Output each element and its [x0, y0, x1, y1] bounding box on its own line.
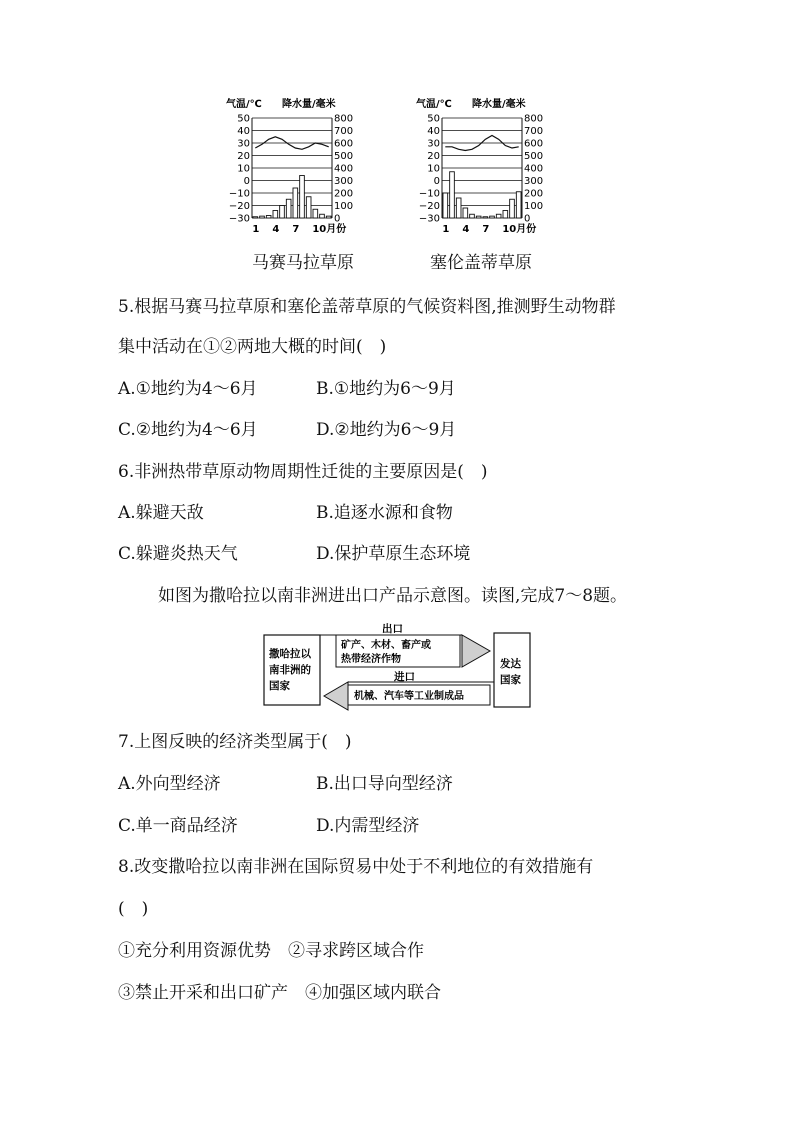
left-tick-label: −20 [228, 201, 250, 212]
left-tick-label: 20 [427, 151, 440, 162]
left-tick-label: −10 [418, 188, 440, 200]
precipitation-bar [490, 216, 495, 218]
y-left-label: 气温/℃ [416, 99, 452, 110]
q5-option-c: C.②地约为4～6月 [118, 420, 258, 440]
sub-saharan-label-2: 南非洲的 [269, 664, 311, 676]
y-right-label: 降水量/毫米 [472, 99, 526, 110]
right-tick-label: 200 [524, 188, 544, 200]
y-right-label: 降水量/毫米 [282, 99, 336, 110]
q5-option-d: D.②地约为6～9月 [316, 420, 457, 440]
left-tick-label: 0 [243, 176, 250, 187]
right-tick-label: 300 [524, 176, 544, 187]
developed-label-2: 国家 [500, 674, 521, 686]
x-tick-label: 7 [482, 224, 490, 235]
q7-option-b: B.出口导向型经济 [316, 774, 453, 794]
precipitation-bar [266, 216, 271, 219]
q5-option-a: A.①地约为4～6月 [118, 379, 258, 399]
export-goods-2: 热带经济作物 [341, 654, 401, 665]
right-tick-label: 0 [524, 213, 531, 225]
precipitation-bar [300, 176, 305, 219]
left-tick-label: −10 [228, 188, 250, 200]
left-tick-labels [419, 114, 440, 225]
q8-stem-line1: 8.改变撒哈拉以南非洲在国际贸易中处于不利地位的有效措施有 [118, 857, 594, 877]
left-tick-label: 30 [427, 138, 440, 150]
precipitation-bar [313, 209, 318, 218]
right-tick-label: 700 [524, 126, 544, 137]
precipitation-bars [253, 176, 331, 219]
sub-saharan-label-1: 撒哈拉以 [269, 648, 311, 660]
import-label: 进口 [394, 671, 415, 683]
precipitation-bar [496, 214, 501, 218]
caption-masai-mara: 马赛马拉草原 [252, 253, 354, 273]
q7-option-a: A.外向型经济 [118, 774, 221, 794]
sub-saharan-label-3: 国家 [269, 680, 290, 692]
q8-stem-line2: ( ) [118, 899, 149, 919]
x-tick-label: 1 [442, 224, 450, 235]
import-goods: 机械、汽车等工业制成品 [354, 691, 464, 702]
developed-box [494, 633, 530, 707]
q5-stem-line2: 集中活动在①②两地大概的时间( ) [118, 337, 387, 357]
caption-serengeti: 塞伦盖蒂草原 [430, 253, 532, 273]
precipitation-bar [463, 208, 468, 218]
q6-option-a: A.躲避天敌 [118, 503, 204, 523]
precipitation-bar [443, 193, 448, 218]
export-goods-1: 矿产、木材、畜产或 [341, 640, 431, 651]
precipitation-bar [253, 217, 258, 218]
x-tick-labels [252, 222, 346, 235]
left-tick-labels [229, 114, 250, 225]
left-tick-label: 10 [237, 163, 250, 175]
q6-stem: 6.非洲热带草原动物周期性迁徙的主要原因是( ) [118, 462, 488, 482]
precipitation-bar [306, 197, 311, 218]
q6-option-d: D.保护草原生态环境 [316, 544, 471, 564]
precipitation-bar [483, 217, 488, 218]
right-tick-label: 600 [524, 138, 544, 150]
trade-flow-diagram [262, 623, 532, 711]
precipitation-bar [470, 214, 475, 218]
q8-options-3-4: ③禁止开采和出口矿产 ④加强区域内联合 [118, 983, 441, 1003]
precipitation-bar [503, 211, 508, 219]
left-tick-label: 50 [427, 113, 440, 125]
right-tick-labels [334, 114, 353, 225]
right-tick-label: 500 [334, 151, 354, 162]
left-tick-label: 0 [433, 176, 440, 187]
right-tick-label: 400 [334, 163, 354, 175]
x-tick-label: 4 [272, 224, 280, 235]
left-tick-label: 20 [237, 151, 250, 162]
precipitation-bar [280, 206, 285, 219]
q5-stem-line1: 5.根据马赛马拉草原和塞伦盖蒂草原的气候资料图,推测野生动物群 [118, 297, 616, 317]
export-arrowhead [462, 635, 490, 667]
y-left-label: 气温/℃ [226, 99, 262, 110]
right-tick-label: 700 [334, 126, 354, 137]
right-tick-label: 400 [524, 163, 544, 175]
left-tick-label: 30 [237, 138, 250, 150]
q6-option-c: C.躲避炎热天气 [118, 544, 238, 564]
developed-label-1: 发达 [500, 658, 521, 670]
x-tick-labels [442, 222, 536, 235]
x-tick-label: 4 [462, 224, 470, 235]
q5-option-b: B.①地约为6～9月 [316, 379, 456, 399]
precipitation-bar [293, 188, 298, 218]
x-tick-label: 7 [292, 224, 300, 235]
left-tick-label: −30 [228, 213, 250, 225]
precipitation-bar [516, 192, 521, 218]
right-tick-label: 600 [334, 138, 354, 150]
left-tick-label: 50 [237, 113, 250, 125]
left-tick-label: 40 [237, 126, 250, 137]
left-tick-label: −30 [418, 213, 440, 225]
precipitation-bar [326, 216, 331, 218]
q6-option-b: B.追逐水源和食物 [316, 503, 453, 523]
right-tick-label: 0 [334, 213, 341, 225]
precipitation-bar [456, 198, 461, 218]
right-tick-label: 800 [334, 113, 354, 125]
right-tick-label: 200 [334, 188, 354, 200]
plot-frame [252, 118, 332, 218]
left-tick-label: −20 [418, 201, 440, 212]
precipitation-bar [273, 211, 278, 219]
q7-option-c: C.单一商品经济 [118, 816, 238, 836]
q7-stem: 7.上图反映的经济类型属于( ) [118, 732, 352, 752]
right-tick-label: 100 [334, 201, 354, 212]
x-tick-label: 10月份 [502, 224, 537, 235]
q7-option-d: D.内需型经济 [316, 816, 420, 836]
precipitation-bar [320, 214, 325, 218]
right-tick-label: 500 [524, 151, 544, 162]
right-tick-label: 300 [334, 176, 354, 187]
left-tick-label: 40 [427, 126, 440, 137]
q8-options-1-2: ①充分利用资源优势 ②寻求跨区域合作 [118, 941, 424, 961]
left-tick-label: 10 [427, 163, 440, 175]
x-tick-label: 10月份 [312, 224, 347, 235]
intro-7-8: 如图为撒哈拉以南非洲进出口产品示意图。读图,完成7～8题。 [158, 586, 628, 606]
right-tick-label: 800 [524, 113, 544, 125]
right-tick-label: 100 [524, 201, 544, 212]
precipitation-bar [450, 172, 455, 218]
right-tick-labels [524, 114, 543, 225]
precipitation-bar [510, 199, 515, 218]
climate-chart-masai-mara [222, 96, 372, 242]
import-arrowhead [324, 682, 348, 710]
precipitation-bar [260, 216, 265, 218]
precipitation-bar [286, 199, 291, 218]
precipitation-bars [443, 172, 521, 218]
x-tick-label: 1 [252, 224, 260, 235]
precipitation-bar [476, 216, 481, 218]
export-label: 出口 [382, 623, 403, 635]
climate-chart-serengeti [412, 96, 562, 242]
